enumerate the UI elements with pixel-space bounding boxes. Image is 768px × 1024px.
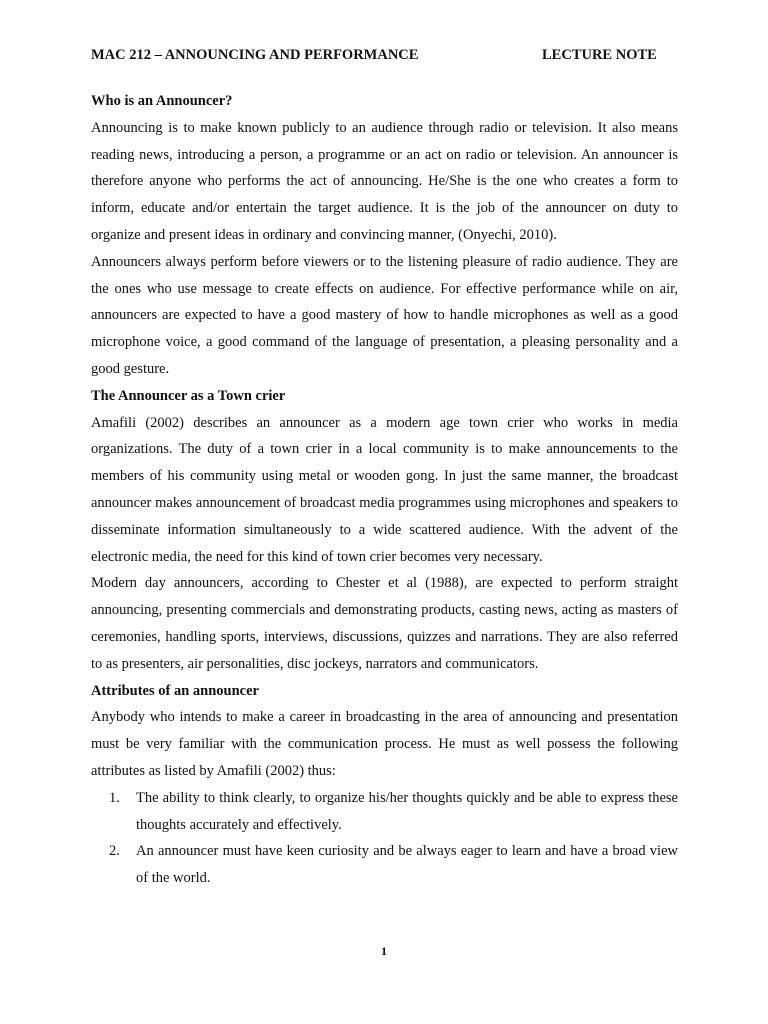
list-item-number: 1. [109, 789, 120, 806]
attributes-list [91, 785, 678, 892]
page-header [91, 44, 671, 66]
document-body [91, 88, 678, 892]
list-item [109, 785, 678, 839]
paragraph: Anybody who intends to make a career in broadcasting in the area of announcing and presentation must be very familiar with the communication process. He must as well possess the following attributes as listed by Amafili (2002) thus: [91, 709, 678, 779]
paragraph: Modern day announcers, according to Chester et al (1988), are expected to perform straight announcing, presenting commercials and demonstrating products, casting news, acting as masters of ceremonies, handling sports, interviews, discussions, quizzes and narrations. They are also referred to as presenters, air personalities, disc jockeys, narrators and communicators. [91, 575, 678, 672]
paragraph: Announcers always perform before viewers or to the listening pleasure of radio audience. They are the ones who use message to create effects on audience. For effective performance while on air, announcers are expected to have a good mastery of how to handle microphones as well as a good microphone voice, a good command of the language of presentation, a pleasing personality and a good gesture. [91, 253, 678, 377]
paragraph: Amafili (2002) describes an announcer as a modern age town crier who works in media organizations. The duty of a town crier in a local community is to make announcements to the members of his community using metal or wooden gong. In just the same manner, the broadcast announcer makes announcement of broadcast media programmes using microphones and speakers to disseminate information simultaneously to a wide scattered audience. With the advent of the electronic media, the need for this kind of town crier becomes very necessary. [91, 414, 678, 565]
page-number: 1 [381, 944, 387, 958]
course-title: MAC 212 – ANNOUNCING AND PERFORMANCE [91, 47, 419, 63]
section-heading-who-is-announcer: Who is an Announcer? [91, 93, 233, 109]
paragraph: Announcing is to make known publicly to an audience through radio or television. It also means reading news, introducing a person, a programme or an act on radio or television. An announcer is therefore anyone who performs the act of announcing. He/She is the one who creates a form to inform, educate and/or entertain the target audience. It is the job of the announcer on duty to organize and present ideas in ordinary and convincing manner, (Onyechi, 2010). [91, 119, 678, 243]
document-type-label: LECTURE NOTE [542, 47, 657, 63]
section-heading-attributes: Attributes of an announcer [91, 682, 259, 699]
list-item-number: 2. [109, 843, 120, 860]
list-item-text: An announcer must have keen curiosity and be always eager to learn and have a broad view of the world. [136, 843, 678, 887]
list-item [109, 838, 678, 892]
section-heading-town-crier: The Announcer as a Town crier [91, 387, 286, 404]
list-item-text: The ability to think clearly, to organize his/her thoughts quickly and be able to express these thoughts accurately and effectively. [136, 789, 678, 833]
